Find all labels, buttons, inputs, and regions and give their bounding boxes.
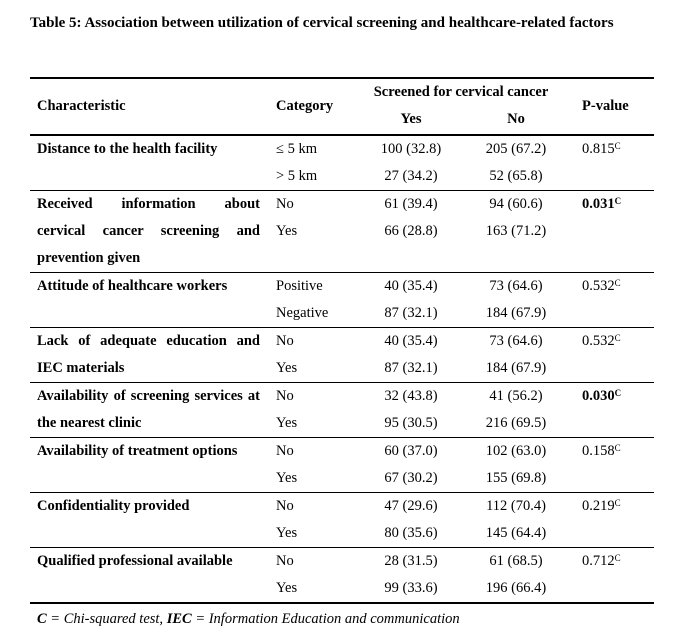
no-cell: 155 (69.8) xyxy=(485,470,547,486)
category-cell: ≤ 5 km xyxy=(276,141,317,157)
header-pvalue: P-value xyxy=(582,98,629,114)
table-row xyxy=(30,438,654,466)
category-cell: Yes xyxy=(276,525,298,541)
category-cell: Yes xyxy=(276,470,298,486)
category-cell: Yes xyxy=(276,360,298,376)
category-cell: No xyxy=(276,498,294,514)
yes-cell: 32 (43.8) xyxy=(384,388,438,404)
table-row xyxy=(30,328,654,356)
header-screened: Screened for cervical cancer xyxy=(373,83,549,100)
test-marker: C xyxy=(614,278,621,288)
characteristic-cell: Availability of screening services at the nearest clinic xyxy=(37,388,260,431)
no-cell: 94 (60.6) xyxy=(489,196,543,212)
yes-cell: 40 (35.4) xyxy=(384,333,438,349)
no-cell: 102 (63.0) xyxy=(485,443,547,459)
yes-cell: 87 (32.1) xyxy=(384,360,438,376)
pvalue-number: 0.030 xyxy=(582,388,615,404)
row-group xyxy=(30,328,654,383)
pvalue-cell xyxy=(566,191,654,273)
characteristic-cell: Qualified professional available xyxy=(37,553,233,569)
category-cell: > 5 km xyxy=(276,168,318,184)
row-group xyxy=(30,438,654,493)
category-cell: No xyxy=(276,196,294,212)
row-group xyxy=(30,191,654,273)
no-cell: 52 (65.8) xyxy=(489,168,543,184)
category-cell: No xyxy=(276,333,294,349)
pvalue-cell xyxy=(566,383,654,438)
pvalue-number: 0.158 xyxy=(582,443,615,459)
pvalue-number: 0.219 xyxy=(582,498,615,514)
test-marker: C xyxy=(614,196,622,206)
table-row xyxy=(30,383,654,411)
row-group xyxy=(30,548,654,604)
row-group xyxy=(30,273,654,328)
header-no: No xyxy=(507,111,525,127)
category-cell: Positive xyxy=(276,278,323,294)
table-row xyxy=(30,273,654,301)
footnote-iec-text: = Information Education and communication xyxy=(191,611,460,627)
pvalue-number: 0.031 xyxy=(582,196,615,212)
yes-cell: 40 (35.4) xyxy=(384,278,438,294)
yes-cell: 95 (30.5) xyxy=(384,415,438,431)
test-marker: C xyxy=(614,388,622,398)
yes-cell: 47 (29.6) xyxy=(384,498,438,514)
category-cell: Yes xyxy=(276,415,298,431)
table-header xyxy=(30,78,654,135)
table-row xyxy=(30,493,654,521)
table-row xyxy=(30,548,654,576)
yes-cell: 66 (28.8) xyxy=(384,223,438,239)
characteristic-cell: Availability of treatment options xyxy=(37,443,238,459)
test-marker: C xyxy=(614,553,621,563)
pvalue-cell xyxy=(566,135,654,191)
test-marker: C xyxy=(614,333,621,343)
pvalue-number: 0.815 xyxy=(582,141,615,157)
category-cell: No xyxy=(276,388,294,404)
characteristic-cell: Attitude of healthcare workers xyxy=(37,278,228,294)
no-cell: 41 (56.2) xyxy=(489,388,543,404)
table-footnote xyxy=(37,611,460,628)
results-table xyxy=(30,77,654,604)
no-cell: 73 (64.6) xyxy=(489,278,543,294)
pvalue-cell xyxy=(566,493,654,548)
yes-cell: 60 (37.0) xyxy=(384,443,438,459)
no-cell: 163 (71.2) xyxy=(485,223,547,239)
no-cell: 184 (67.9) xyxy=(485,305,547,321)
header-characteristic: Characteristic xyxy=(37,98,126,114)
yes-cell: 80 (35.6) xyxy=(384,525,438,541)
no-cell: 196 (66.4) xyxy=(485,580,547,596)
no-cell: 216 (69.5) xyxy=(485,415,547,431)
pvalue-cell xyxy=(566,328,654,383)
yes-cell: 61 (39.4) xyxy=(384,196,438,212)
characteristic-cell: Received information about cervical cancer screening and prevention given xyxy=(37,196,260,266)
header-yes: Yes xyxy=(400,111,422,127)
characteristic-cell: Distance to the health facility xyxy=(37,141,218,157)
test-marker: C xyxy=(614,498,621,508)
yes-cell: 99 (33.6) xyxy=(384,580,438,596)
pvalue-number: 0.532 xyxy=(582,333,615,349)
yes-cell: 27 (34.2) xyxy=(384,168,438,184)
footnote-c-key: C xyxy=(37,611,47,627)
no-cell: 184 (67.9) xyxy=(485,360,547,376)
header-category: Category xyxy=(276,98,334,114)
yes-cell: 67 (30.2) xyxy=(384,470,438,486)
no-cell: 112 (70.4) xyxy=(486,498,546,514)
characteristic-cell: Confidentiality provided xyxy=(37,498,190,514)
pvalue-cell xyxy=(566,273,654,328)
no-cell: 73 (64.6) xyxy=(489,333,543,349)
yes-cell: 87 (32.1) xyxy=(384,305,438,321)
characteristic-cell: Lack of adequate education and IEC materials xyxy=(37,333,260,376)
test-marker: C xyxy=(614,141,621,151)
category-cell: Yes xyxy=(276,580,298,596)
no-cell: 145 (64.4) xyxy=(485,525,547,541)
row-group xyxy=(30,493,654,548)
table-title: Table 5: Association between utilization of cervical screening and healthcare-related factors xyxy=(30,15,614,31)
yes-cell: 28 (31.5) xyxy=(384,553,438,569)
no-cell: 61 (68.5) xyxy=(489,553,543,569)
pvalue-cell xyxy=(566,548,654,604)
table-row xyxy=(30,191,654,219)
table-row xyxy=(30,135,654,163)
category-cell: Yes xyxy=(276,223,298,239)
footnote-c-text: = Chi-squared test, xyxy=(46,611,167,627)
pvalue-number: 0.712 xyxy=(582,553,615,569)
footnote-iec-key: IEC xyxy=(166,611,192,627)
row-group xyxy=(30,135,654,191)
category-cell: Negative xyxy=(276,305,329,321)
pvalue-number: 0.532 xyxy=(582,278,615,294)
yes-cell: 100 (32.8) xyxy=(380,141,442,157)
pvalue-cell xyxy=(566,438,654,493)
no-cell: 205 (67.2) xyxy=(485,141,547,157)
test-marker: C xyxy=(614,443,621,453)
category-cell: No xyxy=(276,443,294,459)
category-cell: No xyxy=(276,553,294,569)
row-group xyxy=(30,383,654,438)
